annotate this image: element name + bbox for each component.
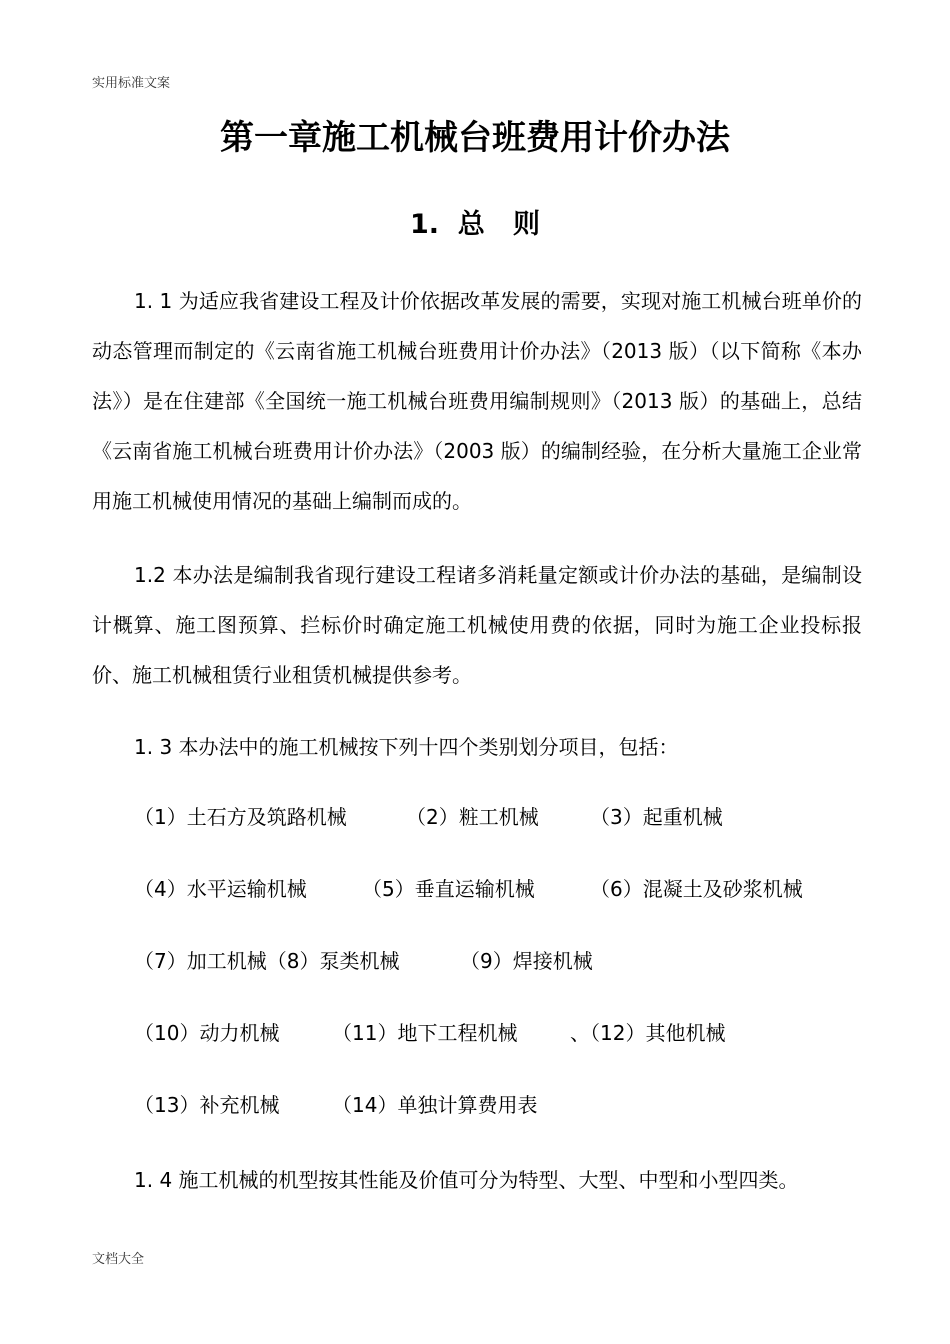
- paragraph-1-2: 1.2 本办法是编制我省现行建设工程诸多消耗量定额或计价办法的基础，是编制设计概算、施工图预算、拦标价时确定施工机械使用费的依据，同时为施工企业投标报价、施工机械租赁行业租赁机械提供参考。: [92, 563, 862, 687]
- category-item: （10）动力机械: [134, 1021, 280, 1045]
- category-item: （6）混凝土及砂浆机械: [590, 877, 803, 901]
- category-item: （3）起重机械: [590, 805, 723, 829]
- category-item: （9）焊接机械: [460, 949, 593, 973]
- category-item: （11）地下工程机械: [332, 1021, 518, 1045]
- category-item: （5）垂直运输机械: [362, 877, 535, 901]
- category-item: （2）粧工机械: [406, 805, 539, 829]
- paragraph-1-1: 1. 1 为适应我省建设工程及计价依据改革发展的需要，实现对施工机械台班单价的动态管理而制定的《云南省施工机械台班费用计价办法》（2013 版）（以下简称《本办法》）是在住建部《全国统一施工机械台班费用编制规则》（2013 版）的基础上，总结《云南省施工机械台班费用计价办法》（2003 版）的编制经验，在分析大量施工企业常用施工机械使用情况的基础上编制而成的。: [92, 289, 862, 513]
- category-item: （1）土石方及筑路机械: [134, 805, 347, 829]
- document-title: 第一章施工机械台班费用计价办法: [220, 118, 730, 158]
- paragraph-1-4: 1. 4 施工机械的机型按其性能及价值可分为特型、大型、中型和小型四类。: [134, 1168, 799, 1192]
- category-item: （13）补充机械: [134, 1093, 280, 1117]
- header-note: 实用标准文案: [92, 76, 171, 91]
- footer-note: 文档大全: [92, 1252, 145, 1267]
- paragraph-1-3: 1. 3 本办法中的施工机械按下列十四个类别划分项目，包括：: [134, 735, 679, 759]
- category-item: （14）单独计算费用表: [332, 1093, 538, 1117]
- category-item: 、（12）其他机械: [570, 1021, 726, 1045]
- section-title: 1. 总 则: [409, 209, 541, 240]
- category-item: （7）加工机械（8）泵类机械: [134, 949, 400, 973]
- category-item: （4）水平运输机械: [134, 877, 307, 901]
